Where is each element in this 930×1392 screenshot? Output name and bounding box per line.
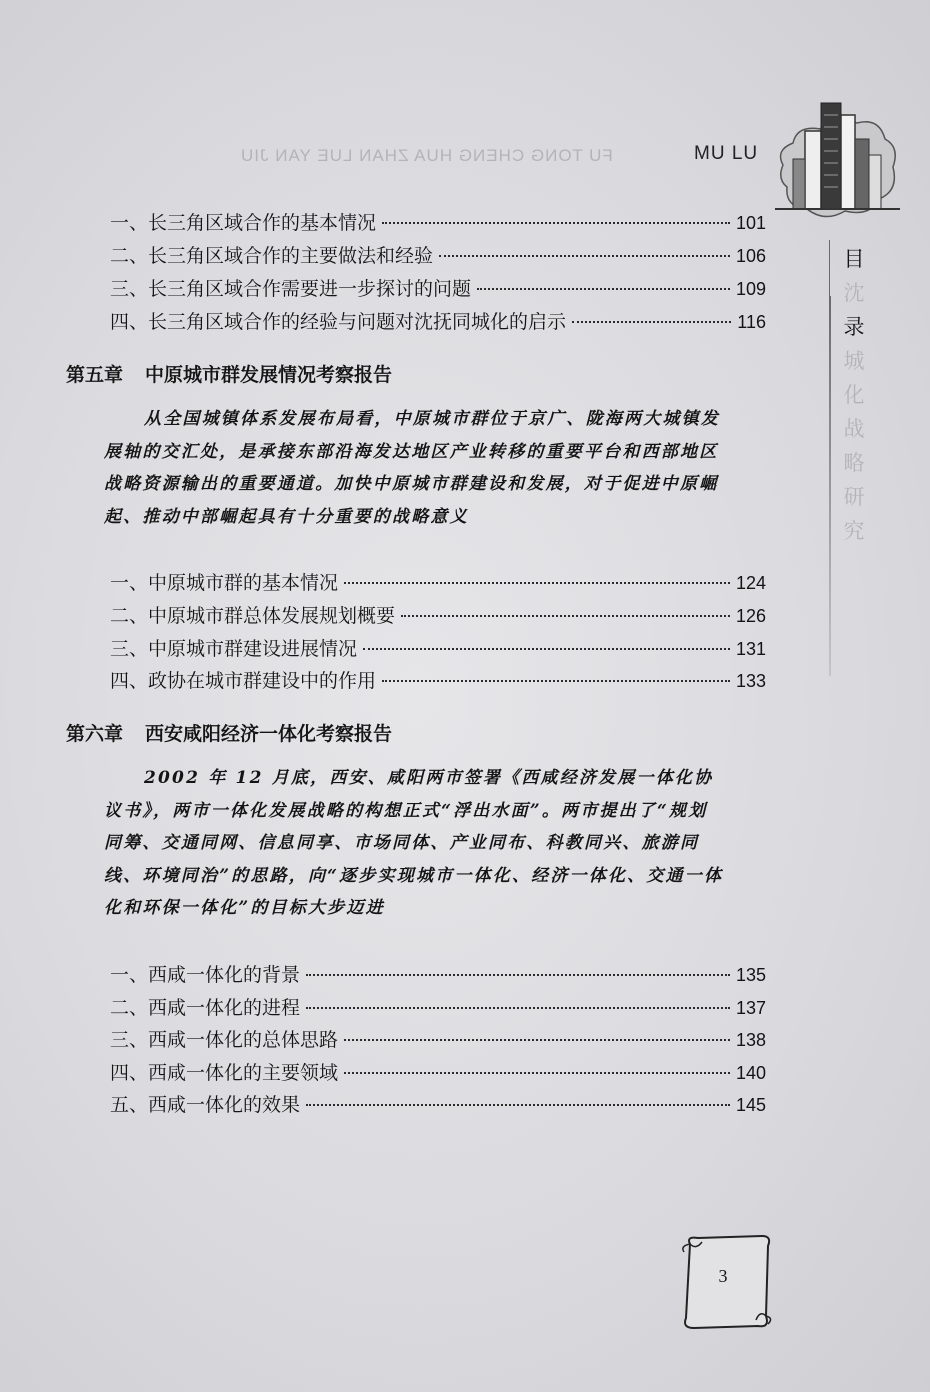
toc-entry-title: 二、西咸一体化的进程 — [110, 997, 301, 1019]
side-char-mu: 目 — [843, 247, 865, 271]
side-char: 城 — [843, 349, 865, 373]
toc-entry[interactable] — [110, 568, 766, 598]
section-label: MU LU — [694, 143, 759, 164]
chapter-title: 西安咸阳经济一体化考察报告 — [145, 723, 393, 745]
toc-entry[interactable] — [110, 960, 766, 990]
vertical-side-title — [836, 242, 872, 548]
toc-entry-title: 四、长三角区域合作的经验与问题对沈抚同城化的启示 — [110, 311, 567, 333]
chapter-intro: 2002 年 12 月底，西安、咸阳两市签署《西咸经济发展一体化协议书》，两市一体化发展战略的构想正式“浮出水面”。两市提出了“规划同筹、交通同网、信息同享、市场同体、产业同布、科教同兴、旅游同线、环境同治”的思路，向“逐步实现城市一体化、经济一体化、交通一体化和环保一体化”的目标大步迈进 — [104, 768, 724, 918]
toc-entry-page: 133 — [735, 671, 766, 691]
toc-entry-page: 138 — [735, 1030, 766, 1050]
toc-entry[interactable] — [110, 666, 766, 696]
dot-leader — [344, 1039, 730, 1041]
toc-entry[interactable] — [110, 208, 766, 238]
side-char: 沈 — [843, 281, 865, 305]
toc-entry-page: 145 — [735, 1095, 766, 1115]
toc-entry-title: 三、长三角区域合作需要进一步探讨的问题 — [110, 278, 472, 300]
side-char: 战 — [843, 417, 865, 441]
page-number: 3 — [718, 1266, 728, 1286]
toc-entry[interactable] — [110, 307, 766, 337]
side-char: 化 — [843, 383, 865, 407]
toc-entry[interactable] — [110, 993, 766, 1023]
toc-entry-page: 116 — [737, 312, 766, 332]
dot-leader — [306, 974, 730, 976]
toc-entry[interactable] — [110, 1058, 766, 1088]
toc-entry[interactable] — [110, 634, 766, 664]
side-char: 略 — [843, 451, 865, 475]
toc-entry-page: 126 — [735, 606, 766, 626]
side-char: 究 — [843, 519, 865, 543]
chapter-title: 中原城市群发展情况考察报告 — [145, 364, 393, 386]
dot-leader — [344, 582, 730, 584]
toc-entry-page: 124 — [735, 573, 766, 593]
side-rule-fade — [829, 296, 831, 676]
toc-entry-title: 一、中原城市群的基本情况 — [110, 572, 339, 594]
toc-entry-title: 五、西咸一体化的效果 — [110, 1094, 301, 1116]
dot-leader — [382, 222, 730, 224]
toc-entry-page: 140 — [735, 1063, 766, 1083]
toc-entry[interactable] — [110, 1025, 766, 1055]
toc-entry[interactable] — [110, 1090, 766, 1120]
dot-leader — [477, 288, 730, 290]
chapter-heading[interactable] — [66, 719, 392, 746]
toc-entry-page: 106 — [735, 246, 766, 266]
toc-entry[interactable] — [110, 274, 766, 304]
toc-entry-page: 101 — [735, 213, 766, 233]
running-header: FU TONG CHENG HUA ZHAN LUE YAN JIU — [240, 146, 613, 165]
toc-entry-page: 131 — [735, 639, 766, 659]
chapter-number: 第六章 — [66, 723, 124, 745]
chapter-number: 第五章 — [66, 364, 124, 386]
dot-leader — [344, 1072, 730, 1074]
chapter-heading[interactable] — [66, 360, 392, 387]
side-char: 研 — [843, 485, 865, 509]
toc-entry-title: 二、中原城市群总体发展规划概要 — [110, 605, 396, 627]
toc-entry-page: 135 — [735, 965, 766, 985]
city-buildings-icon — [775, 95, 900, 225]
dot-leader — [401, 615, 730, 617]
toc-entry-title: 三、中原城市群建设进展情况 — [110, 638, 358, 660]
toc-entry-title: 一、西咸一体化的背景 — [110, 964, 301, 986]
toc-entry[interactable] — [110, 241, 766, 271]
toc-entry-page: 109 — [735, 279, 766, 299]
chapter-intro: 从全国城镇体系发展布局看，中原城市群位于京广、陇海两大城镇发展轴的交汇处，是承接东部沿海发达地区产业转移的重要平台和西部地区战略资源输出的重要通道。加快中原城市群建设和发展，对于促进中原崛起、推动中部崛起具有十分重要的战略意义 — [104, 409, 720, 527]
dot-leader — [363, 648, 730, 650]
toc-entry-title: 四、政协在城市群建设中的作用 — [110, 670, 377, 692]
toc-entry-title: 四、西咸一体化的主要领域 — [110, 1062, 339, 1084]
dot-leader — [306, 1007, 730, 1009]
dot-leader — [572, 321, 731, 323]
toc-entry-title: 一、长三角区域合作的基本情况 — [110, 212, 377, 234]
side-rule — [829, 240, 830, 296]
toc-entry-page: 137 — [735, 998, 766, 1018]
toc-entry[interactable] — [110, 601, 766, 631]
side-char-lu: 录 — [843, 315, 865, 339]
toc-entry-title: 二、长三角区域合作的主要做法和经验 — [110, 245, 434, 267]
toc-entry-title: 三、西咸一体化的总体思路 — [110, 1029, 339, 1051]
dot-leader — [306, 1104, 730, 1106]
bleed-through-marks — [738, 500, 745, 525]
dot-leader — [439, 255, 730, 257]
dot-leader — [382, 680, 730, 682]
